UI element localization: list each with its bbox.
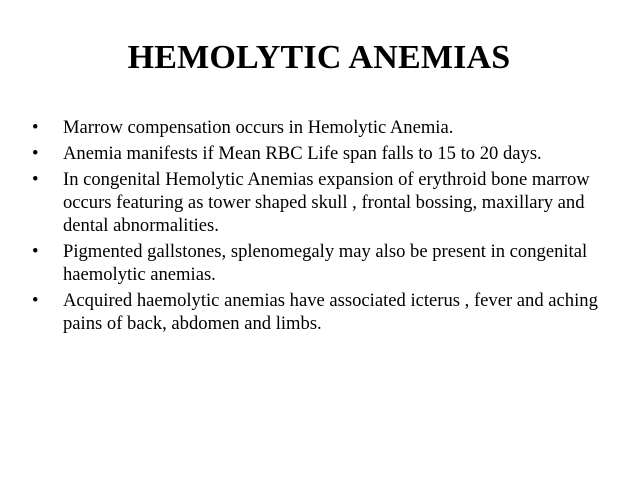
bullet-item <box>32 142 612 165</box>
bullet-text: Marrow compensation occurs in Hemolytic Anemia. <box>63 117 454 138</box>
bullet-icon: • <box>32 143 39 164</box>
bullet-icon: • <box>32 290 39 311</box>
bullet-icon: • <box>32 117 39 138</box>
bullet-text: Anemia manifests if Mean RBC Life span falls to 15 to 20 days. <box>63 143 542 164</box>
bullet-text: Pigmented gallstones, splenomegaly may also be present in congenital haemolytic anemias. <box>63 241 588 285</box>
slide-title: HEMOLYTIC ANEMIAS <box>127 39 511 76</box>
bullet-icon: • <box>32 169 39 190</box>
bullet-item <box>32 289 612 335</box>
bullet-text: In congenital Hemolytic Anemias expansion of erythroid bone marrow occurs featuring as tower shaped skull , frontal bossing, maxillary and dental abnormalities. <box>63 169 590 236</box>
bullet-icon: • <box>32 241 39 262</box>
bullet-list <box>32 116 612 338</box>
bullet-text: Acquired haemolytic anemias have associated icterus , fever and aching pains of back, abdomen and limbs. <box>63 290 598 334</box>
bullet-item <box>32 240 612 286</box>
bullet-item <box>32 168 612 237</box>
bullet-item <box>32 116 612 139</box>
